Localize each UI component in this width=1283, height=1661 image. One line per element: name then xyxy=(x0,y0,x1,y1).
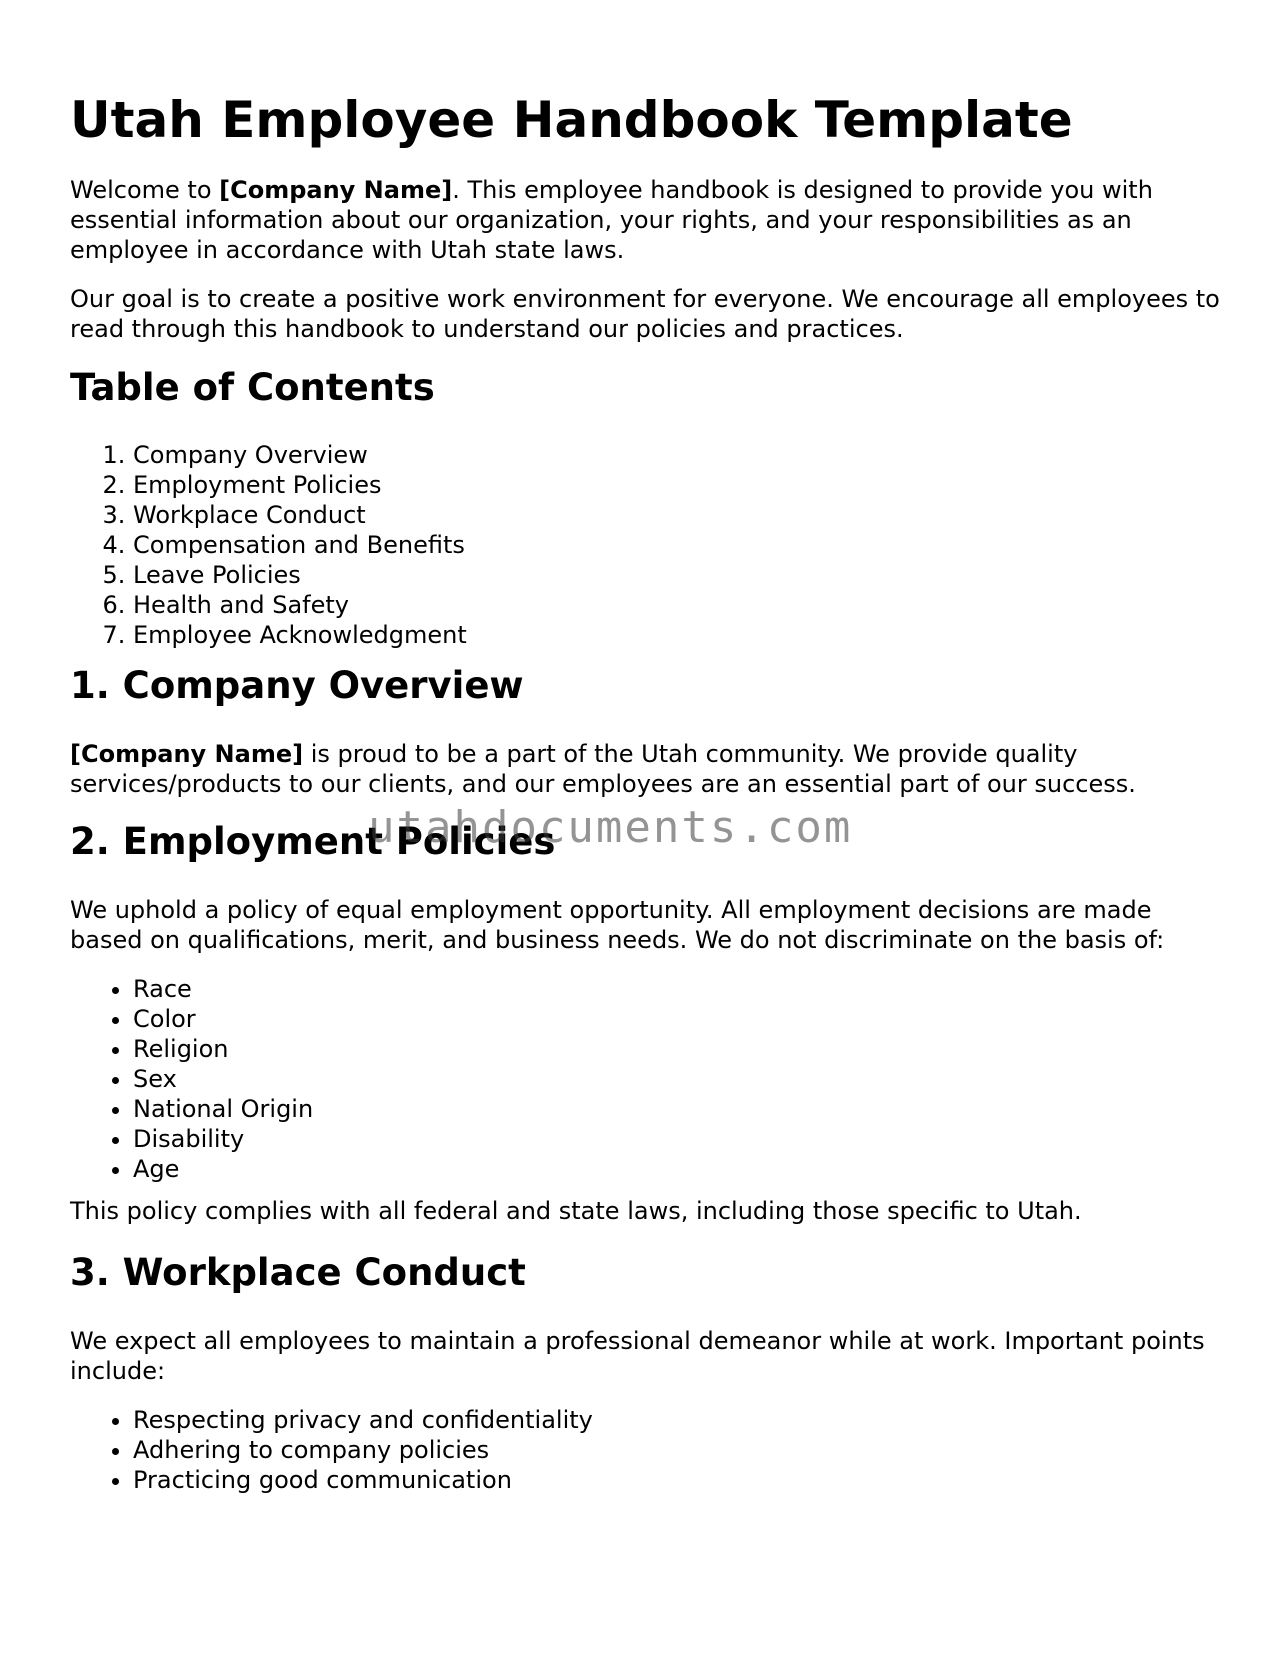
list-item: • Color xyxy=(133,1004,1213,1034)
toc-item: 3. Workplace Conduct xyxy=(133,500,1213,530)
toc-item: 2. Employment Policies xyxy=(133,470,1213,500)
section3-heading: 3. Workplace Conduct xyxy=(70,1251,526,1294)
section1-heading: 1. Company Overview xyxy=(70,664,524,707)
list-item: • Practicing good communication xyxy=(133,1465,1213,1495)
intro-company-placeholder: [Company Name] xyxy=(219,176,453,204)
toc-item: 5. Leave Policies xyxy=(133,560,1213,590)
list-item: • Adhering to company policies xyxy=(133,1435,1213,1465)
toc-heading: Table of Contents xyxy=(70,366,435,409)
list-item: • Sex xyxy=(133,1064,1213,1094)
section1-paragraph xyxy=(70,739,1220,799)
section1-text: is proud to be a part of the Utah community. We provide quality services/products to our clients, and our employees are an essential part of our success. xyxy=(70,740,1136,798)
section2-heading: 2. Employment Policies xyxy=(70,820,556,863)
toc-item: 1. Company Overview xyxy=(133,440,1213,470)
list-item: • Respecting privacy and confidentiality xyxy=(133,1405,1213,1435)
section1-company-placeholder: [Company Name] xyxy=(70,740,304,768)
intro-goal-paragraph: Our goal is to create a positive work environment for everyone. We encourage all employees to read through this handbook to understand our policies and practices. xyxy=(70,285,1220,343)
toc-item: 6. Health and Safety xyxy=(133,590,1213,620)
intro-welcome-prefix: Welcome to xyxy=(70,176,220,204)
toc-item: 7. Employee Acknowledgment xyxy=(133,620,1213,650)
list-item: • National Origin xyxy=(133,1094,1213,1124)
toc-item: 4. Compensation and Benefits xyxy=(133,530,1213,560)
intro-welcome-suffix: . This employee handbook is designed to provide you with essential information about our organization, your rights, and your responsibilities as an employee in accordance with Utah state laws. xyxy=(70,176,1153,264)
list-item: • Religion xyxy=(133,1034,1213,1064)
list-item: • Age xyxy=(133,1154,1213,1184)
section2-compliance-paragraph: This policy complies with all federal and state laws, including those specific to Utah. xyxy=(70,1197,1082,1225)
section3-paragraph: We expect all employees to maintain a professional demeanor while at work. Important points include: xyxy=(70,1327,1205,1385)
section3-points-list xyxy=(70,1405,1213,1495)
section2-bases-list xyxy=(70,974,1213,1184)
list-item: • Disability xyxy=(133,1124,1213,1154)
toc-list xyxy=(70,440,1213,650)
section2-paragraph: We uphold a policy of equal employment opportunity. All employment decisions are made based on qualifications, merit, and business needs. We do not discriminate on the basis of: xyxy=(70,896,1165,954)
document-title: Utah Employee Handbook Template xyxy=(70,91,1073,149)
watermark: utahdocuments.com xyxy=(368,802,853,853)
intro-welcome-paragraph xyxy=(70,175,1220,265)
list-item: • Race xyxy=(133,974,1213,1004)
